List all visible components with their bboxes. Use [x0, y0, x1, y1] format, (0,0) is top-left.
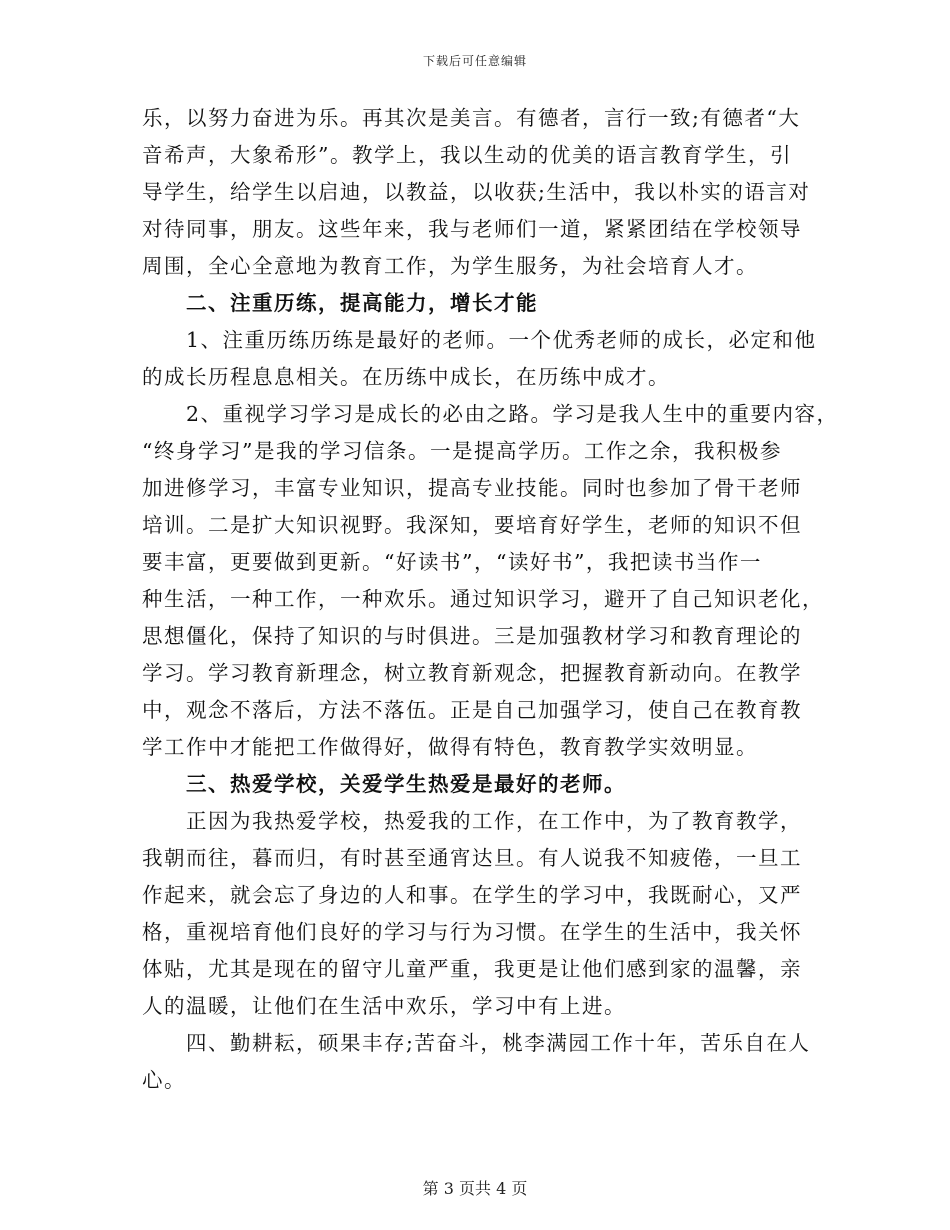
section-heading: 三、热爱学校，关爱学生热爱是最好的老师。	[186, 772, 626, 796]
paragraph-line: 培训。二是扩大知识视野。我深知，要培育好学生，老师的知识不但	[142, 513, 802, 537]
paragraph-line: 人的温暖，让他们在生活中欢乐，学习中有上进。	[142, 994, 626, 1018]
paragraph-line: 体贴，尤其是现在的留守儿童严重，我更是让他们感到家的温馨，亲	[142, 957, 802, 981]
paragraph-line: 学工作中才能把工作做得好，做得有特色，教育教学实效明显。	[142, 735, 758, 759]
paragraph-line: 周围，全心全意地为教育工作，为学生服务，为社会培育人才。	[142, 254, 758, 278]
paragraph-line: 心。	[142, 1068, 186, 1092]
paragraph-line: 加进修学习，丰富专业知识，提高专业技能。同时也参加了骨干老师	[142, 476, 802, 500]
paragraph-line: 思想僵化，保持了知识的与时俱进。三是加强教材学习和教育理论的	[142, 624, 802, 648]
paragraph-line: 要丰富，更要做到更新。“好读书”，“读好书”，我把读书当作一	[142, 550, 762, 574]
paragraph-line: 作起来，就会忘了身边的人和事。在学生的学习中，我既耐心，又严	[142, 883, 802, 907]
paragraph-line: 乐，以努力奋进为乐。再其次是美言。有德者，言行一致;有德者“大	[142, 106, 801, 130]
paragraph-line: 2、重视学习学习是成长的必由之路。学习是我人生中的重要内容，	[186, 402, 839, 426]
paragraph-line: 我朝而往，暮而归，有时甚至通宵达旦。有人说我不知疲倦，一旦工	[142, 846, 802, 870]
paragraph-line: 对待同事，朋友。这些年来，我与老师们一道，紧紧团结在学校领导	[142, 217, 802, 241]
paragraph-line: 四、勤耕耘，硕果丰存;苦奋斗，桃李满园工作十年，苦乐自在人	[186, 1031, 811, 1055]
section-heading: 二、注重历练，提高能力，增长才能	[186, 291, 538, 315]
paragraph-line: 1、注重历练历练是最好的老师。一个优秀老师的成长，必定和他	[186, 328, 817, 352]
paragraph-line: 中，观念不落后，方法不落伍。正是自己加强学习，使自己在教育教	[142, 698, 802, 722]
paragraph-line: 学习。学习教育新理念，树立教育新观念，把握教育新动向。在教学	[142, 661, 802, 685]
paragraph-line: 正因为我热爱学校，热爱我的工作，在工作中，为了教育教学，	[186, 809, 802, 833]
page-number: 第 3 页共 4 页	[422, 1179, 528, 1198]
paragraph-line: 的成长历程息息相关。在历练中成长，在历练中成才。	[142, 365, 670, 389]
paragraph-line: “终身学习”是我的学习信条。一是提高学历。工作之余，我积极参	[142, 439, 782, 463]
paragraph-line: 格，重视培育他们良好的学习与行为习惯。在学生的生活中，我关怀	[142, 920, 802, 944]
page-header: 下载后可任意编辑	[422, 54, 527, 68]
document-body	[142, 100, 842, 1099]
paragraph-line: 种生活，一种工作，一种欢乐。通过知识学习，避开了自己知识老化，	[142, 587, 824, 611]
paragraph-line: 导学生，给学生以启迪，以教益，以收获;生活中，我以朴实的语言对	[142, 180, 811, 204]
paragraph-line: 音希声，大象希形”。教学上，我以生动的优美的语言教育学生，引	[142, 143, 792, 167]
